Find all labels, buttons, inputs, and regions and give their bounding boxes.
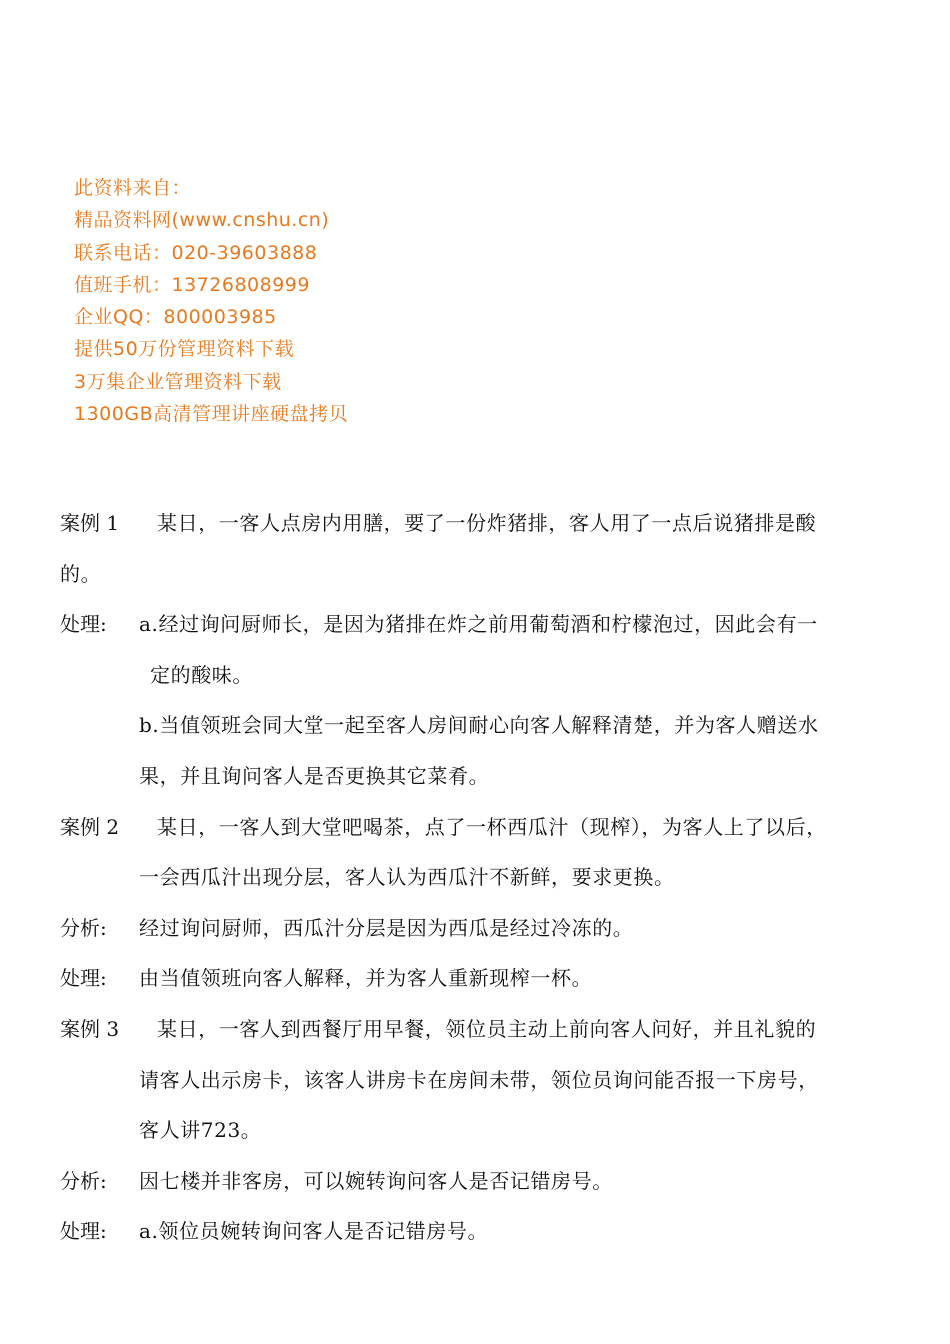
promo-line: 联系电话：020-39603888 [74, 241, 318, 264]
handling-label: 处理: [60, 966, 107, 991]
handling-row [60, 1210, 900, 1261]
case-label: 案例 1 [60, 511, 120, 535]
handling-text: a.经过询问厨师长，是因为猪排在炸之前用葡萄酒和柠檬泡过，因此会有一 [139, 612, 818, 637]
handling-continuation [60, 654, 900, 705]
case-text: 的。 [60, 561, 102, 586]
case-label: 案例 2 [60, 814, 120, 839]
case-text: 客人讲723。 [139, 1118, 262, 1143]
case-2-continuation [60, 856, 900, 907]
handling-text: 定的酸味。 [150, 662, 253, 687]
case-2-row [60, 806, 900, 857]
case-text: 一会西瓜汁出现分层，客人认为西瓜汁不新鲜，要求更换。 [139, 865, 675, 890]
case-text: 某日，一客人到西餐厅用早餐，领位员主动上前向客人问好，并且礼貌的 [157, 1016, 817, 1041]
analysis-text: 经过询问厨师，西瓜汁分层是因为西瓜是经过冷冻的。 [139, 915, 634, 940]
handling-text: a.领位员婉转询问客人是否记错房号。 [139, 1219, 489, 1244]
case-text: 某日，一客人到大堂吧喝茶，点了一杯西瓜汁（现榨），为客人上了以后， [157, 814, 827, 839]
analysis-row [60, 907, 900, 958]
promo-line: 值班手机：13726808999 [74, 273, 310, 296]
case-content [60, 502, 900, 1261]
handling-label: 处理: [60, 612, 107, 637]
promo-line: 3万集企业管理资料下载 [74, 370, 282, 393]
analysis-label: 分析: [60, 1168, 107, 1193]
handling-text: 由当值领班向客人解释，并为客人重新现榨一杯。 [139, 966, 593, 991]
handling-text: b.当值领班会同大堂一起至客人房间耐心向客人解释清楚，并为客人赠送水 [139, 713, 819, 738]
case-3-row [60, 1008, 900, 1059]
handling-row [60, 957, 900, 1008]
handling-b-continuation [60, 755, 900, 806]
handling-row [60, 603, 900, 654]
promo-line: 精品资料网(www.cnshu.cn) [74, 209, 330, 232]
promo-line: 企业QQ：800003985 [74, 306, 277, 329]
case-3-continuation [60, 1109, 900, 1160]
analysis-text: 因七楼并非客房，可以婉转询问客人是否记错房号。 [139, 1168, 613, 1193]
analysis-row [60, 1160, 900, 1211]
promo-line: 此资料来自： [74, 177, 192, 199]
case-text: 请客人出示房卡，该客人讲房卡在房间未带，领位员询问能否报一下房号， [139, 1067, 819, 1092]
handling-label: 处理: [60, 1219, 107, 1244]
analysis-label: 分析: [60, 915, 107, 940]
handling-text: 果，并且询问客人是否更换其它菜肴。 [139, 763, 490, 788]
promo-line: 1300GB高清管理讲座硬盘拷贝 [74, 403, 349, 426]
promo-line: 提供50万份管理资料下载 [74, 338, 295, 361]
case-1-row [60, 502, 900, 553]
case-1-continuation [60, 553, 900, 604]
handling-b-row [60, 704, 900, 755]
case-text: 某日，一客人点房内用膳，要了一份炸猪排，客人用了一点后说猪排是酸 [157, 511, 817, 535]
case-label: 案例 3 [60, 1016, 120, 1041]
promo-block [74, 172, 348, 430]
case-3-continuation [60, 1059, 900, 1110]
